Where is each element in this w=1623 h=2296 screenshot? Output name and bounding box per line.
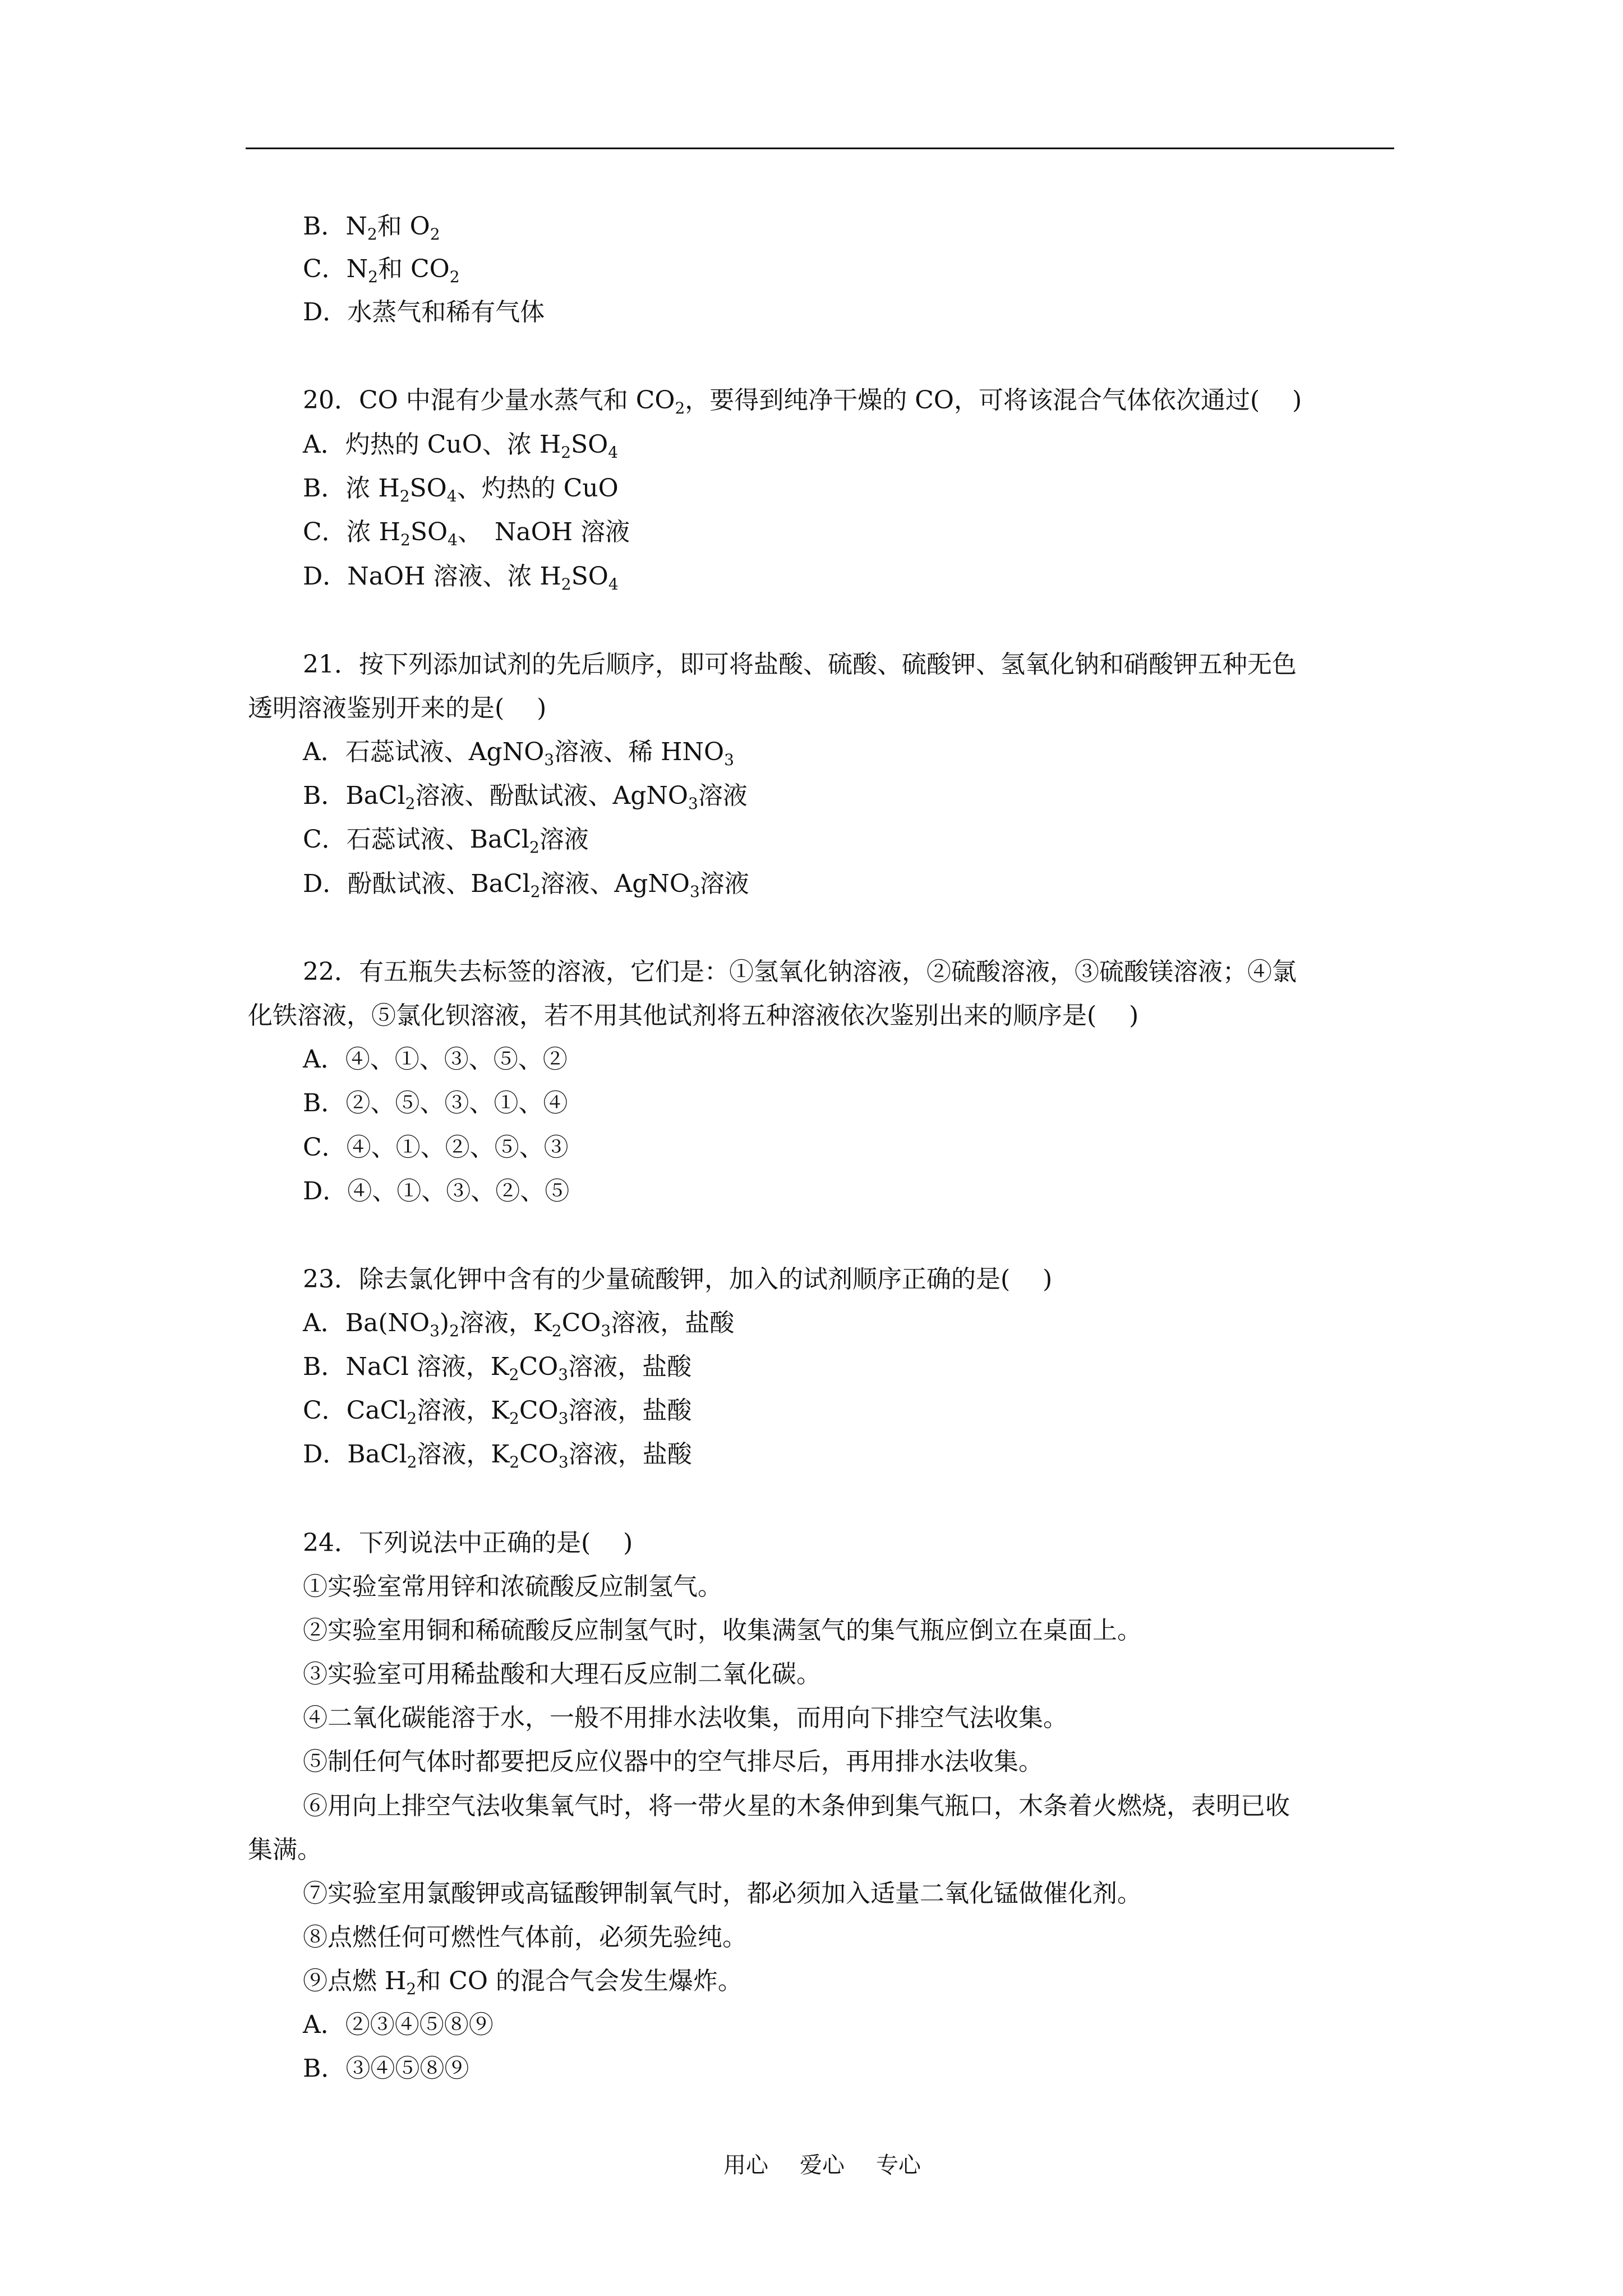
q22-option-c: C．④、①、②、⑤、③ — [303, 1133, 569, 1162]
q24-statement-9: ⑨点燃 $H_2$和 CO 的混合气会发生爆炸。 — [303, 1967, 743, 1998]
q24-statement-3: ③实验室可用稀盐酸和大理石反应制二氧化碳。 — [303, 1660, 821, 1688]
q21-option-b: B．BaCl$_2$溶液、酚酞试液、AgNO$_3$溶液 — [303, 781, 748, 813]
q24-option-b: B．③④⑤⑧⑨ — [303, 2054, 469, 2083]
q21-option-c: C．石蕊试液、BaCl$_2$溶液 — [303, 825, 589, 857]
q24-statement-5: ⑤制任何气体时都要把反应仪器中的空气排尽后，再用排水法收集。 — [303, 1747, 1043, 1776]
q24-statement-2: ②实验室用铜和稀硫酸反应制氢气时，收集满氢气的集气瓶应倒立在桌面上。 — [303, 1616, 1142, 1645]
q19-option-d: D．水蒸气和稀有气体 — [303, 298, 545, 326]
q23-stem: 23．除去氯化钾中含有的少量硫酸钾，加入的试剂顺序正确的是( ) — [303, 1265, 1053, 1294]
q23-option-b: B．NaCl 溶液，$K_2CO_3$溶液，盐酸 — [303, 1352, 692, 1384]
q24-statement-8: ⑧点燃任何可燃性气体前，必须先验纯。 — [303, 1923, 747, 1952]
q19-option-b: B．$N_2$和 $O_2$ — [303, 212, 440, 243]
q21-stem-line1: 21．按下列添加试剂的先后顺序，即可将盐酸、硫酸、硫酸钾、氢氧化钠和硝酸钾五种无色 — [303, 650, 1297, 679]
q22-stem-line2: 化铁溶液，⑤氯化钡溶液，若不用其他试剂将五种溶液依次鉴别出来的顺序是( ) — [248, 1001, 1139, 1030]
q24-statement-1: ①实验室常用锌和浓硫酸反应制氢气。 — [303, 1572, 722, 1601]
q19-option-c: C．$N_2$和 $CO_2$ — [303, 255, 460, 286]
q21-option-a: A．石蕊试液、AgNO$_3$溶液、稀 $HNO_3$ — [303, 738, 734, 769]
q23-option-a: A．$Ba(NO_3)_2$溶液，$K_2CO_3$溶液，盐酸 — [303, 1309, 735, 1340]
q24-option-a: A．②③④⑤⑧⑨ — [303, 2010, 494, 2039]
q22-stem-line1: 22．有五瓶失去标签的溶液，它们是：①氢氧化钠溶液，②硫酸溶液，③硫酸镁溶液；④氯 — [303, 958, 1297, 986]
header-rule — [246, 148, 1394, 149]
q24-statement-4: ④二氧化碳能溶于水，一般不用排水法收集，而用向下排空气法收集。 — [303, 1704, 1068, 1732]
q22-option-b: B．②、⑤、③、①、④ — [303, 1089, 568, 1117]
q23-option-c: C．CaCl$_2$溶液，$K_2CO_3$溶液，盐酸 — [303, 1396, 692, 1428]
footer-word-2: 爱心 — [800, 2152, 845, 2178]
q20-option-c: C．浓 $H_2SO_4$、 NaOH 溶液 — [303, 518, 630, 549]
q21-option-d: D．酚酞试液、BaCl$_2$溶液、AgNO$_3$溶液 — [303, 869, 749, 901]
page-footer — [723, 2150, 952, 2181]
q24-statement-7: ⑦实验室用氯酸钾或高锰酸钾制氧气时，都必须加入适量二氧化锰做催化剂。 — [303, 1879, 1142, 1908]
q20-option-d: D．NaOH 溶液、浓 $H_2SO_4$ — [303, 562, 619, 593]
q24-statement-6-line1: ⑥用向上排空气法收集氧气时，将一带火星的木条伸到集气瓶口，木条着火燃烧，表明已收 — [303, 1792, 1290, 1820]
q20-option-a: A．灼热的 CuO、浓 $H_2SO_4$ — [303, 430, 619, 462]
q22-option-a: A．④、①、③、⑤、② — [303, 1045, 568, 1074]
q24-statement-6-line2: 集满。 — [248, 1835, 322, 1864]
q22-option-d: D．④、①、③、②、⑤ — [303, 1177, 570, 1205]
q24-stem: 24．下列说法中正确的是( ) — [303, 1529, 633, 1557]
footer-word-1: 用心 — [723, 2152, 768, 2178]
q20-stem: 20．CO 中混有少量水蒸气和 $CO_2$，要得到纯净干燥的 CO，可将该混合气体依次通过( ) — [303, 386, 1302, 417]
q20-option-b: B．浓 $H_2SO_4$、灼热的 CuO — [303, 474, 619, 505]
q23-option-d: D．BaCl$_2$溶液，$K_2CO_3$溶液，盐酸 — [303, 1440, 692, 1471]
q21-stem-line2: 透明溶液鉴别开来的是( ) — [248, 694, 547, 723]
footer-word-3: 专心 — [876, 2152, 921, 2178]
